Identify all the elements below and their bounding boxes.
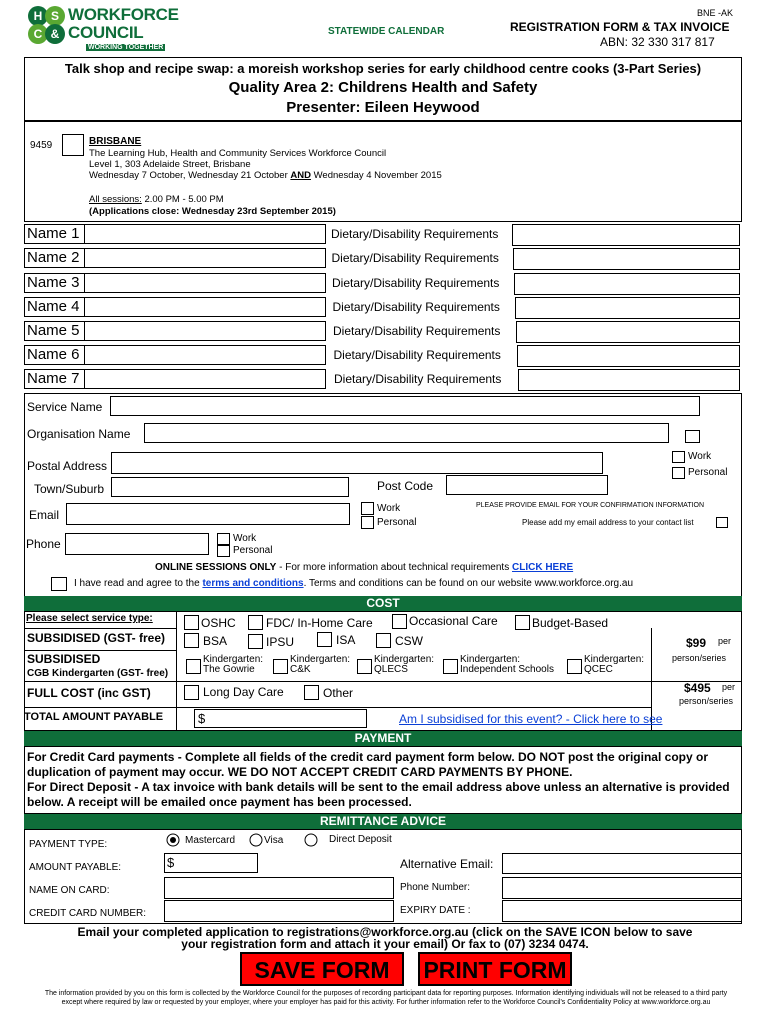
phone-work-label: Work bbox=[233, 533, 257, 544]
town-suburb-label: Town/Suburb bbox=[34, 482, 105, 496]
online-sessions-note: ONLINE SESSIONS ONLY - For more information about technical requirements CLICK HERE bbox=[155, 562, 574, 573]
save-form-button[interactable]: SAVE FORM bbox=[240, 952, 404, 986]
direct-deposit-label: Direct Deposit bbox=[329, 834, 392, 845]
postal-address-input[interactable] bbox=[111, 452, 603, 474]
name-label: Name 2 bbox=[27, 249, 80, 266]
oshc-label: OSHC bbox=[201, 616, 236, 630]
privacy-statement: The information provided by you on this form is collected by the Workforce Council for the purposes of recording participant data for reporting purposes. Information identifying individuals will not be released to a third party except where required by law or requested by your employer, where your employer has paid for this activity. For further information refer to the Workforce Council's Confidentiality Policy at www.workforce.org.au bbox=[44, 990, 728, 1006]
service-name-label: Service Name bbox=[27, 400, 103, 414]
presenter: Presenter: Eileen Heywood bbox=[286, 99, 480, 116]
subsidised-info-link[interactable]: Am I subsidised for this event? - Click here to see bbox=[399, 712, 663, 726]
service-name-input[interactable] bbox=[110, 396, 700, 416]
cost-vline bbox=[176, 611, 177, 731]
session-times: All sessions: 2.00 PM - 5.00 PM bbox=[89, 194, 224, 205]
logo bbox=[26, 4, 179, 54]
form-title: REGISTRATION FORM & TAX INVOICE bbox=[510, 20, 730, 34]
dietary-label: Dietary/Disability Requirements bbox=[333, 348, 501, 362]
terms-link[interactable]: terms and conditions bbox=[202, 578, 304, 589]
visa-radio[interactable] bbox=[249, 833, 263, 847]
name-field-divider bbox=[84, 298, 326, 317]
logo-line2: COUNCIL bbox=[68, 23, 144, 42]
postal-address-label: Postal Address bbox=[27, 459, 108, 473]
logo-circles-icon bbox=[26, 4, 66, 46]
cost-divider bbox=[24, 628, 177, 629]
logo-line1: WORKFORCE bbox=[68, 5, 179, 24]
dietary-label: Dietary/Disability Requirements bbox=[331, 227, 499, 241]
dietary-input[interactable] bbox=[518, 369, 740, 391]
kinder-qcec-checkbox[interactable] bbox=[567, 659, 582, 674]
phone-number-input[interactable] bbox=[502, 877, 742, 899]
phone-number-label: Phone Number: bbox=[400, 882, 471, 893]
click-here-link[interactable]: CLICK HERE bbox=[512, 562, 574, 573]
session-dates: Wednesday 7 October, Wednesday 21 October AND Wednesday 4 November 2015 bbox=[89, 170, 442, 181]
kinder-qcec-label: Kindergarten: QCEC bbox=[584, 654, 645, 675]
subsidised-label: SUBSIDISED bbox=[27, 652, 101, 666]
email-instructions: Email your completed application to registrations@workforce.org.au (click on the SAVE ICON below to save your registration form and attach it your email) Or fax to (07) 3234 0474. bbox=[77, 925, 693, 951]
ipsu-label: IPSU bbox=[266, 635, 295, 649]
fdc-label: FDC/ In-Home Care bbox=[266, 616, 373, 630]
phone-personal-label: Personal bbox=[233, 545, 273, 556]
kinder-qlecs-checkbox[interactable] bbox=[357, 659, 372, 674]
town-suburb-input[interactable] bbox=[111, 477, 349, 497]
alternative-email-label: Alternative Email: bbox=[400, 857, 494, 871]
name-field-divider bbox=[84, 322, 326, 341]
amount-payable-input[interactable]: $ bbox=[164, 853, 258, 873]
long-day-care-label: Long Day Care bbox=[203, 685, 284, 699]
fdc-checkbox[interactable] bbox=[248, 615, 263, 630]
payment-type-label: PAYMENT TYPE: bbox=[29, 839, 108, 850]
name-label: Name 6 bbox=[27, 346, 80, 363]
ipsu-checkbox[interactable] bbox=[248, 634, 263, 649]
email-work-label: Work bbox=[377, 503, 401, 514]
contact-list-checkbox[interactable] bbox=[716, 517, 728, 528]
kinder-ck-checkbox[interactable] bbox=[273, 659, 288, 674]
budget-based-label: Budget-Based bbox=[532, 616, 609, 630]
bsa-label: BSA bbox=[203, 634, 228, 648]
dietary-input[interactable] bbox=[515, 297, 740, 319]
mastercard-label: Mastercard bbox=[185, 835, 236, 846]
amount-payable-label: AMOUNT PAYABLE: bbox=[29, 862, 122, 873]
phone-input[interactable] bbox=[65, 533, 209, 555]
credit-card-number-input[interactable] bbox=[164, 900, 394, 922]
name-field-divider bbox=[84, 274, 326, 293]
session-select-checkbox[interactable] bbox=[62, 134, 84, 156]
other-checkbox[interactable] bbox=[304, 685, 319, 700]
visa-label: Visa bbox=[264, 835, 284, 846]
bsa-checkbox[interactable] bbox=[184, 633, 199, 648]
address-work-checkbox[interactable] bbox=[672, 451, 685, 463]
total-label: TOTAL AMOUNT PAYABLE bbox=[24, 711, 164, 723]
price-99: $99 bbox=[686, 636, 707, 650]
phone-personal-checkbox[interactable] bbox=[217, 545, 230, 557]
csw-label: CSW bbox=[395, 634, 423, 648]
organisation-checkbox[interactable] bbox=[685, 430, 700, 443]
event-title-box bbox=[24, 57, 742, 121]
cost-bar: COST bbox=[24, 596, 742, 611]
cost-divider2 bbox=[24, 650, 177, 651]
direct-deposit-radio[interactable] bbox=[304, 833, 318, 847]
payment-instructions: For Credit Card payments - Complete all fields of the credit card payment form below. DO NOT post the original copy or duplication of payment may occur. WE DO NOT ACCEPT CREDIT CARD PAYMENTS BY PHONE. For Direct Deposit - A tax invoice with bank details will be sent to the email address above unless an alternative is provided below. A receipt will be emailed once payment has been processed. bbox=[27, 750, 730, 809]
phone-label: Phone bbox=[26, 537, 61, 551]
kinder-gowrie-checkbox[interactable] bbox=[186, 659, 201, 674]
dietary-label: Dietary/Disability Requirements bbox=[331, 251, 499, 265]
session-city: BRISBANE bbox=[89, 136, 142, 147]
cost-divider4 bbox=[24, 707, 651, 708]
email-note: PLEASE PROVIDE EMAIL FOR YOUR CONFIRMATION INFORMATION bbox=[476, 502, 705, 509]
print-form-button[interactable]: PRINT FORM bbox=[418, 952, 572, 986]
dietary-input[interactable] bbox=[514, 273, 740, 295]
name-on-card-input[interactable] bbox=[164, 877, 394, 899]
session-address: Level 1, 303 Adelaide Street, Brisbane bbox=[89, 159, 251, 170]
phone-work-checkbox[interactable] bbox=[217, 533, 230, 545]
alternative-email-input[interactable] bbox=[502, 853, 742, 874]
quality-area: Quality Area 2: Childrens Health and Safety bbox=[228, 79, 538, 96]
statewide-calendar: STATEWIDE CALENDAR bbox=[328, 26, 445, 37]
dietary-input[interactable] bbox=[512, 224, 740, 246]
budget-based-checkbox[interactable] bbox=[515, 615, 530, 630]
price-99-person-series: person/series bbox=[672, 653, 727, 663]
email-personal-checkbox[interactable] bbox=[361, 516, 374, 529]
post-code-input[interactable] bbox=[446, 475, 608, 495]
organisation-name-input[interactable] bbox=[144, 423, 669, 443]
expiry-date-input[interactable] bbox=[502, 900, 742, 922]
dietary-label: Dietary/Disability Requirements bbox=[334, 372, 502, 386]
isa-label: ISA bbox=[336, 633, 356, 647]
kinder-qlecs-label: Kindergarten: QLECS bbox=[374, 654, 435, 675]
name-label: Name 4 bbox=[27, 298, 80, 315]
name-label: Name 7 bbox=[27, 370, 80, 387]
name-label: Name 3 bbox=[27, 274, 80, 291]
terms-checkbox[interactable] bbox=[51, 577, 67, 591]
applications-close: (Applications close: Wednesday 23rd September 2015) bbox=[89, 206, 336, 217]
dietary-label: Dietary/Disability Requirements bbox=[333, 324, 501, 338]
other-label: Other bbox=[323, 686, 354, 700]
csw-checkbox[interactable] bbox=[376, 633, 391, 648]
contact-list-label: Please add my email address to your contact list bbox=[522, 518, 694, 527]
occasional-care-checkbox[interactable] bbox=[392, 614, 407, 629]
full-cost-label: FULL COST (inc GST) bbox=[27, 686, 151, 700]
oshc-checkbox[interactable] bbox=[184, 615, 199, 630]
remittance-bar: REMITTANCE ADVICE bbox=[24, 814, 742, 829]
cost-divider3 bbox=[24, 681, 742, 682]
event-series: Talk shop and recipe swap: a moreish workshop series for early childhood centre cooks (3-Part Series) bbox=[64, 61, 702, 76]
session-code: 9459 bbox=[30, 140, 53, 151]
long-day-care-checkbox[interactable] bbox=[184, 685, 199, 700]
name-field-divider bbox=[84, 346, 326, 365]
kinder-ck-label: Kindergarten: C&K bbox=[290, 654, 351, 675]
select-service-label: Please select service type: bbox=[26, 613, 153, 624]
mastercard-radio[interactable] bbox=[166, 833, 180, 847]
session-venue: The Learning Hub, Health and Community Services Workforce Council bbox=[89, 148, 387, 159]
kinder-gowrie-label: Kindergarten: The Gowrie bbox=[203, 654, 264, 675]
kinder-independent-label: Kindergarten: Independent Schools bbox=[460, 654, 554, 675]
dietary-input[interactable] bbox=[513, 248, 740, 270]
email-personal-label: Personal bbox=[377, 517, 417, 528]
logo-tagline: WORKING TOGETHER bbox=[88, 44, 164, 51]
email-label: Email bbox=[29, 508, 60, 522]
address-personal-checkbox[interactable] bbox=[672, 467, 685, 479]
occasional-care-label: Occasional Care bbox=[409, 614, 498, 628]
price-495-per: per bbox=[722, 682, 736, 692]
dietary-label: Dietary/Disability Requirements bbox=[332, 276, 500, 290]
svg-text:H: H bbox=[33, 9, 43, 23]
dietary-label: Dietary/Disability Requirements bbox=[332, 300, 500, 314]
price-495: $495 bbox=[684, 681, 711, 695]
email-work-checkbox[interactable] bbox=[361, 502, 374, 515]
isa-checkbox[interactable] bbox=[317, 632, 332, 647]
payment-bar: PAYMENT bbox=[24, 731, 742, 746]
credit-card-number-label: CREDIT CARD NUMBER: bbox=[29, 908, 147, 919]
post-code-label: Post Code bbox=[377, 479, 434, 493]
name-field-divider bbox=[84, 370, 326, 389]
subsidised-free-label: SUBSIDISED (GST- free) bbox=[27, 631, 166, 645]
name-label: Name 1 bbox=[27, 225, 80, 242]
svg-text:&: & bbox=[50, 27, 60, 41]
event-code: BNE -AK bbox=[697, 8, 734, 18]
cgb-label: CGB Kindergarten (GST- free) bbox=[27, 668, 169, 679]
name-label: Name 5 bbox=[27, 322, 80, 339]
price-495-person-series: person/series bbox=[679, 696, 734, 706]
kinder-independent-checkbox[interactable] bbox=[443, 659, 458, 674]
dietary-input[interactable] bbox=[517, 345, 740, 367]
address-personal-label: Personal bbox=[688, 467, 728, 478]
expiry-date-label: EXPIRY DATE : bbox=[400, 905, 471, 916]
organisation-name-label: Organisation Name bbox=[27, 427, 131, 441]
dietary-input[interactable] bbox=[516, 321, 740, 343]
email-input[interactable] bbox=[66, 503, 350, 525]
svg-text:C: C bbox=[33, 27, 43, 41]
address-work-label: Work bbox=[688, 451, 712, 462]
price-99-per: per bbox=[718, 636, 732, 646]
terms-text: I have read and agree to the terms and conditions. Terms and conditions can be found on our website www.workforce.org.au bbox=[74, 578, 634, 589]
svg-text:S: S bbox=[50, 9, 60, 23]
name-on-card-label: NAME ON CARD: bbox=[29, 885, 110, 896]
abn: ABN: 32 330 317 817 bbox=[600, 35, 715, 49]
name-field-divider bbox=[84, 249, 326, 268]
total-amount-input[interactable]: $ bbox=[194, 709, 367, 728]
name-field-divider bbox=[84, 225, 326, 244]
